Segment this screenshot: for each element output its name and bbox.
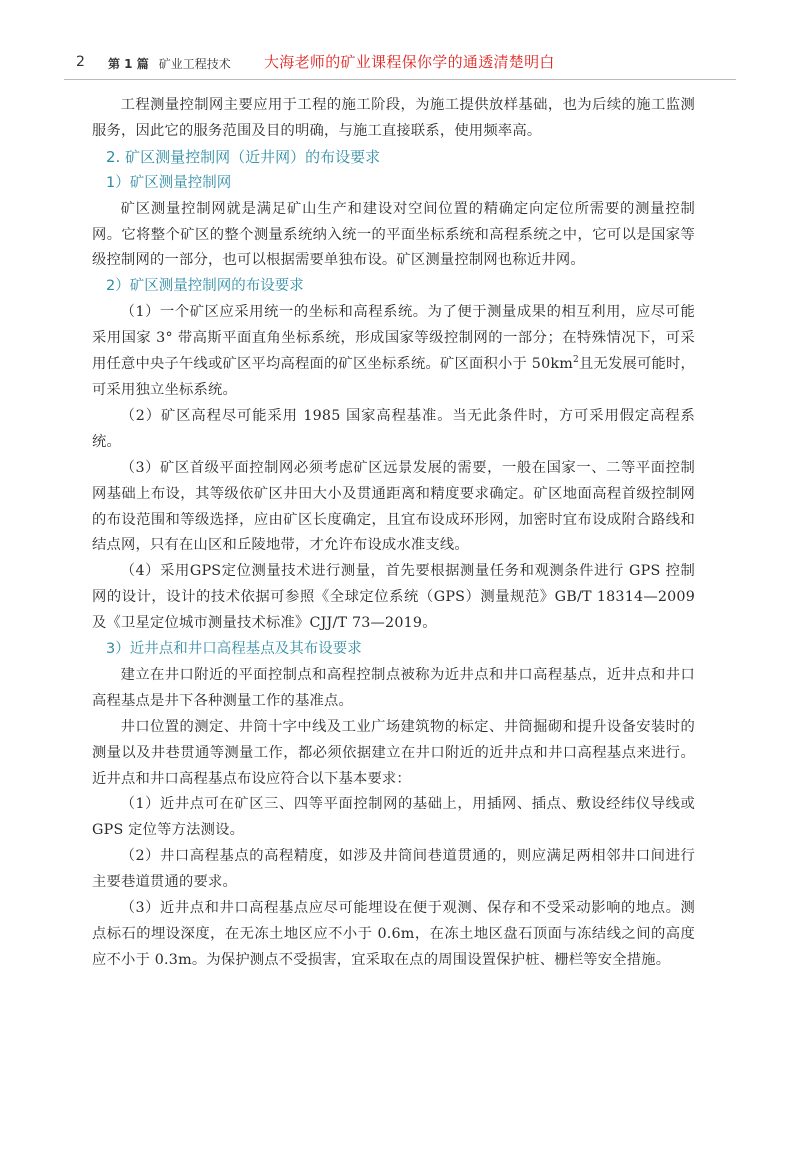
page-body bbox=[92, 93, 695, 974]
paragraph-text: 且无发展可能时，可采用独立坐标系统。 bbox=[92, 356, 695, 398]
subsection-heading: 3）近井点和井口高程基点及其布设要求 bbox=[106, 641, 362, 658]
paragraph bbox=[92, 300, 695, 404]
superscript: 2 bbox=[573, 355, 579, 366]
paragraph: （4）采用GPS定位测量技术进行测量，首先要根据测量任务和观测条件进行 GPS 控制网的设计，设计的技术依据可参照《全球定位系统（GPS）测量规范》GB/T 18314—2009 及《卫星定位城市测量技术标准》CJJ/T 73—2019。 bbox=[92, 563, 695, 632]
paragraph: （2）矿区高程尽可能采用 1985 国家高程基准。当无此条件时，方可采用假定高程系统。 bbox=[92, 407, 695, 450]
paragraph: （3）矿区首级平面控制网必须考虑矿区远景发展的需要，一般在国家一、二等平面控制网基础上布设，其等级依矿区井田大小及贯通距离和精度要求确定。矿区地面高程首级控制网的布设范围和等级选择，应由矿区长度确定，且宜布设成环形网，加密时宜布设成附合路线和结点网，只有在山区和丘陵地带，才允许布设成水准支线。 bbox=[92, 459, 695, 554]
header-divider bbox=[64, 79, 736, 80]
paragraph: 建立在井口附近的平面控制点和高程控制点被称为近井点和井口高程基点，近井点和井口高程基点是井下各种测量工作的基准点。 bbox=[92, 666, 695, 709]
watermark-text: 大海老师的矿业课程保你学的通透清楚明白 bbox=[264, 53, 555, 71]
running-title bbox=[108, 55, 231, 72]
paragraph: （3）近井点和井口高程基点应尽可能埋设在便于观测、保存和不受采动影响的地点。测点标石的埋设深度，在无冻土地区应不小于 0.6m，在冻土地区盘石顶面与冻结线之间的高度应不小于 0.3m。为保护测点不受损害，宜采取在点的周围设置保护桩、栅栏等安全措施。 bbox=[92, 900, 695, 968]
part-title: 矿业工程技术 bbox=[158, 57, 231, 71]
paragraph: 工程测量控制网主要应用于工程的施工阶段，为施工提供放样基础，也为后续的施工监测服务，因此它的服务范围及目的明确，与施工直接联系，使用频率高。 bbox=[92, 97, 695, 139]
paragraph: （1）近井点可在矿区三、四等平面控制网的基础上，用插网、插点、敷设经纬仪导线或 GPS 定位等方法测设。 bbox=[92, 796, 695, 839]
section-heading: 2. 矿区测量控制网（近井网）的布设要求 bbox=[106, 147, 381, 166]
paragraph-text: （1）一个矿区应采用统一的坐标和高程系统。为了便于测量成果的相互利用，应尽可能采用国家 3° 带高斯平面直角坐标系统，形成国家等级控制网的一部分；在特殊情况下，可采用任意中央子午线或矿区平均高程面的矿区坐标系统。矿区面积小于 50km bbox=[92, 304, 695, 373]
subsection-heading: 2）矿区测量控制网的布设要求 bbox=[106, 278, 304, 295]
paragraph: （2）井口高程基点的高程精度，如涉及井筒间巷道贯通的，则应满足两相邻井口间进行主要巷道贯通的要求。 bbox=[92, 848, 695, 891]
paragraph: 矿区测量控制网就是满足矿山生产和建设对空间位置的精确定向定位所需要的测量控制网。它将整个矿区的整个测量系统纳入统一的平面坐标系统和高程系统之中，它可以是国家等级控制网的一部分，也可以根据需要单独布设。矿区测量控制网也称近井网。 bbox=[92, 200, 695, 269]
part-label: 第 1 篇 bbox=[108, 57, 149, 71]
subsection-heading: 1）矿区测量控制网 bbox=[106, 174, 232, 191]
page-number: 2 bbox=[76, 54, 85, 70]
page-header bbox=[64, 50, 736, 80]
paragraph: 井口位置的测定、井筒十字中线及工业广场建筑物的标定、井筒掘砌和提升设备安装时的测量以及井巷贯通等测量工作，都必须依据建立在井口附近的近井点和井口高程基点来进行。近井点和井口高程基点布设应符合以下基本要求： bbox=[92, 718, 695, 787]
